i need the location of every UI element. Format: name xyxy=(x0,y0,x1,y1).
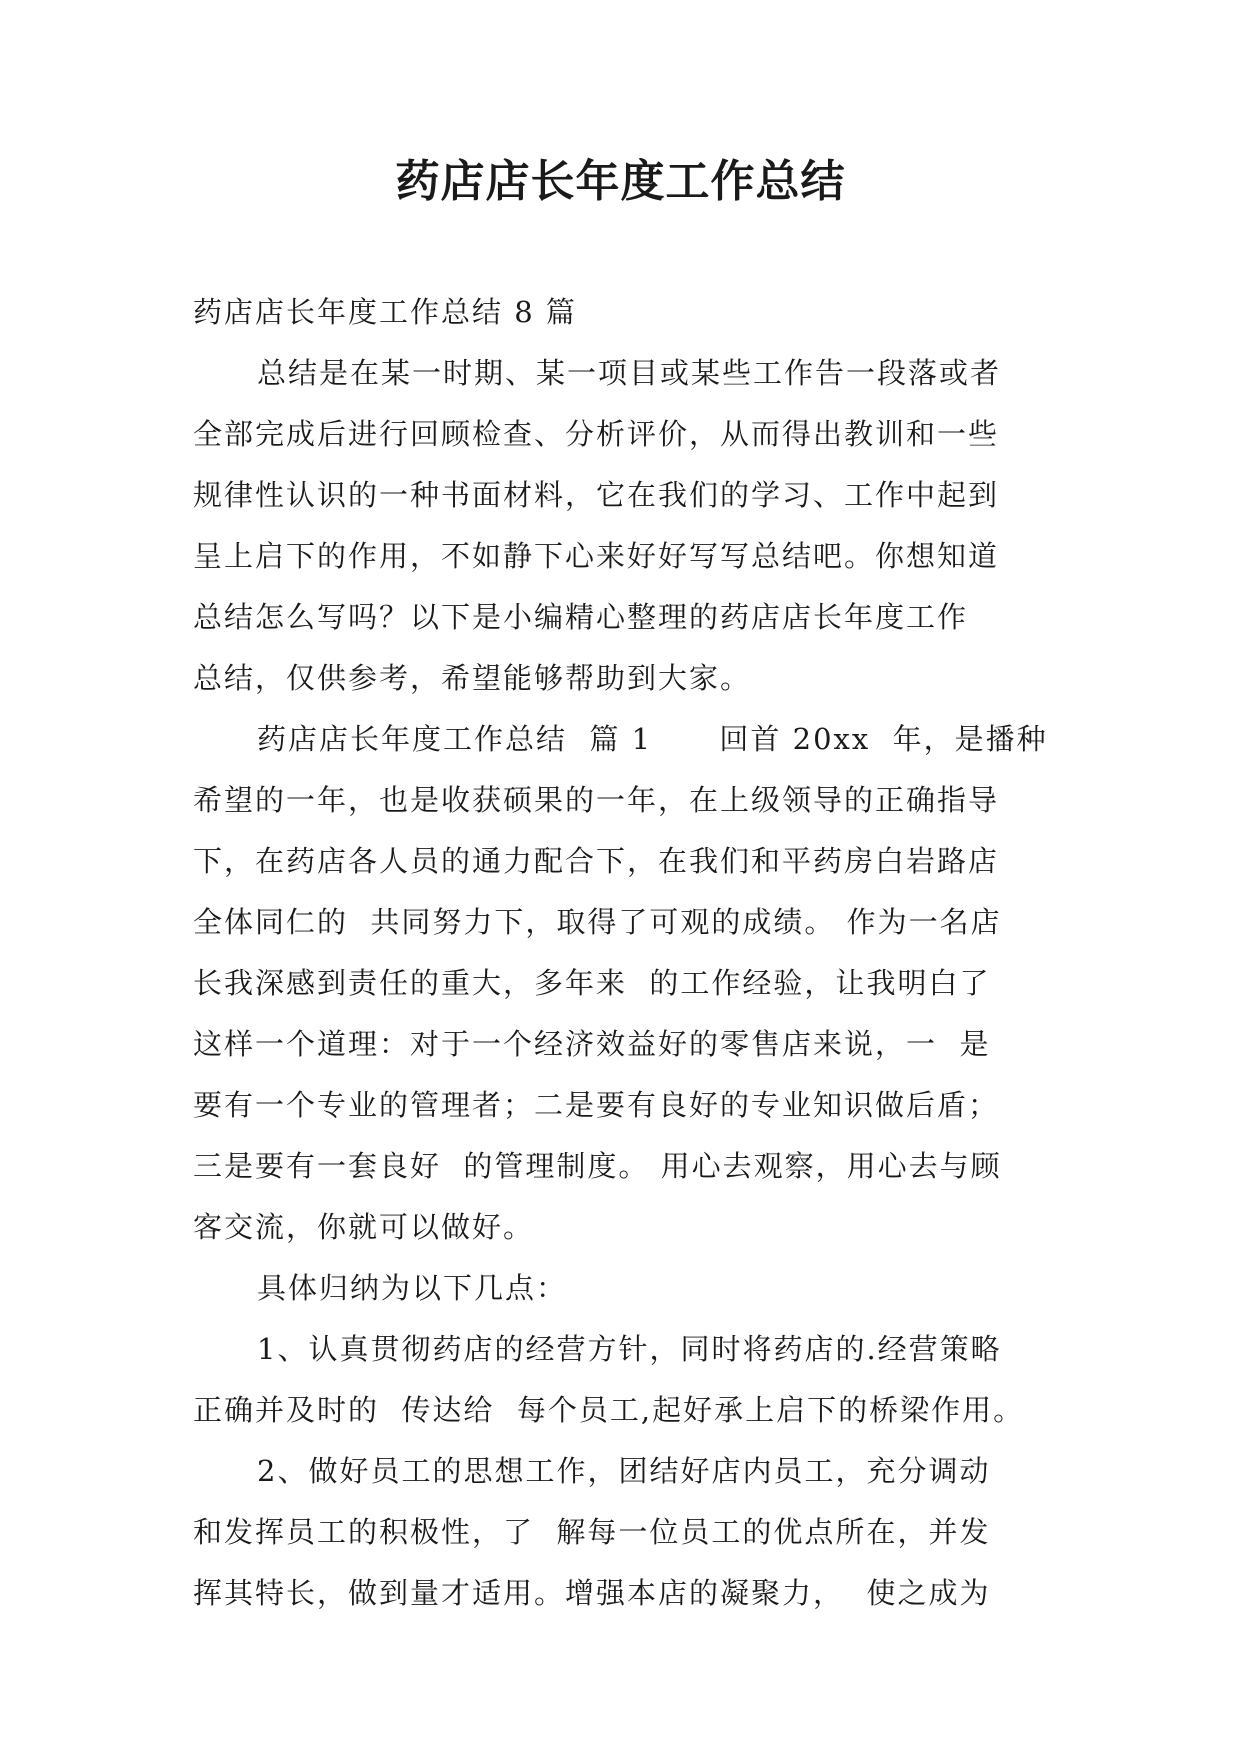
paragraph-line: 总结，仅供参考，希望能够帮助到大家。 xyxy=(193,661,752,695)
paragraph-line: 正确并及时的 传达给 每个员工,起好承上启下的桥梁作用。 xyxy=(193,1393,1025,1427)
paragraph-line: 规律性认识的一种书面材料，它在我们的学习、工作中起到 xyxy=(193,478,1000,512)
paragraph-line: 希望的一年，也是收获硕果的一年，在上级领导的正确指导 xyxy=(193,783,1000,817)
paragraph-line: 长我深感到责任的重大，多年来 的工作经验，让我明白了 xyxy=(193,966,991,1000)
paragraph-line: 这样一个道理：对于一个经济效益好的零售店来说，一 是 xyxy=(193,1027,991,1061)
paragraph-line: 药店店长年度工作总结 篇 1 回首 20xx 年，是播种 xyxy=(257,722,1048,756)
paragraph-line: 要有一个专业的管理者；二是要有良好的专业知识做后盾； xyxy=(193,1088,1000,1122)
paragraph-line: 下，在药店各人员的通力配合下，在我们和平药房白岩路店 xyxy=(193,844,1000,878)
paragraph-line: 1、认真贯彻药店的经营方针，同时将药店的.经营策略 xyxy=(257,1332,1002,1366)
paragraph-line: 具体归纳为以下几点： xyxy=(257,1271,568,1305)
paragraph-line: 挥其特长，做到量才适用。增强本店的凝聚力， 使之成为 xyxy=(193,1576,991,1610)
paragraph-line: 总结是在某一时期、某一项目或某些工作告一段落或者 xyxy=(257,356,1002,390)
document-body xyxy=(193,282,1063,1624)
paragraph-line: 2、做好员工的思想工作，团结好店内员工，充分调动 xyxy=(257,1454,991,1488)
paragraph-line: 客交流，你就可以做好。 xyxy=(193,1210,535,1244)
paragraph-line: 呈上启下的作用，不如静下心来好好写写总结吧。你想知道 xyxy=(193,539,1000,573)
paragraph-line: 和发挥员工的积极性，了 解每一位员工的优点所在，并发 xyxy=(193,1515,991,1549)
subtitle-line: 药店店长年度工作总结 8 篇 xyxy=(193,295,577,329)
document-title: 药店店长年度工作总结 xyxy=(395,156,846,207)
paragraph-line: 全体同仁的 共同努力下，取得了可观的成绩。 作为一名店 xyxy=(193,905,1002,939)
paragraph-line: 三是要有一套良好 的管理制度。 用心去观察，用心去与顾 xyxy=(193,1149,1002,1183)
paragraph-line: 总结怎么写吗？以下是小编精心整理的药店店长年度工作 xyxy=(193,600,969,634)
paragraph-line: 全部完成后进行回顾检查、分析评价，从而得出教训和一些 xyxy=(193,417,1000,451)
